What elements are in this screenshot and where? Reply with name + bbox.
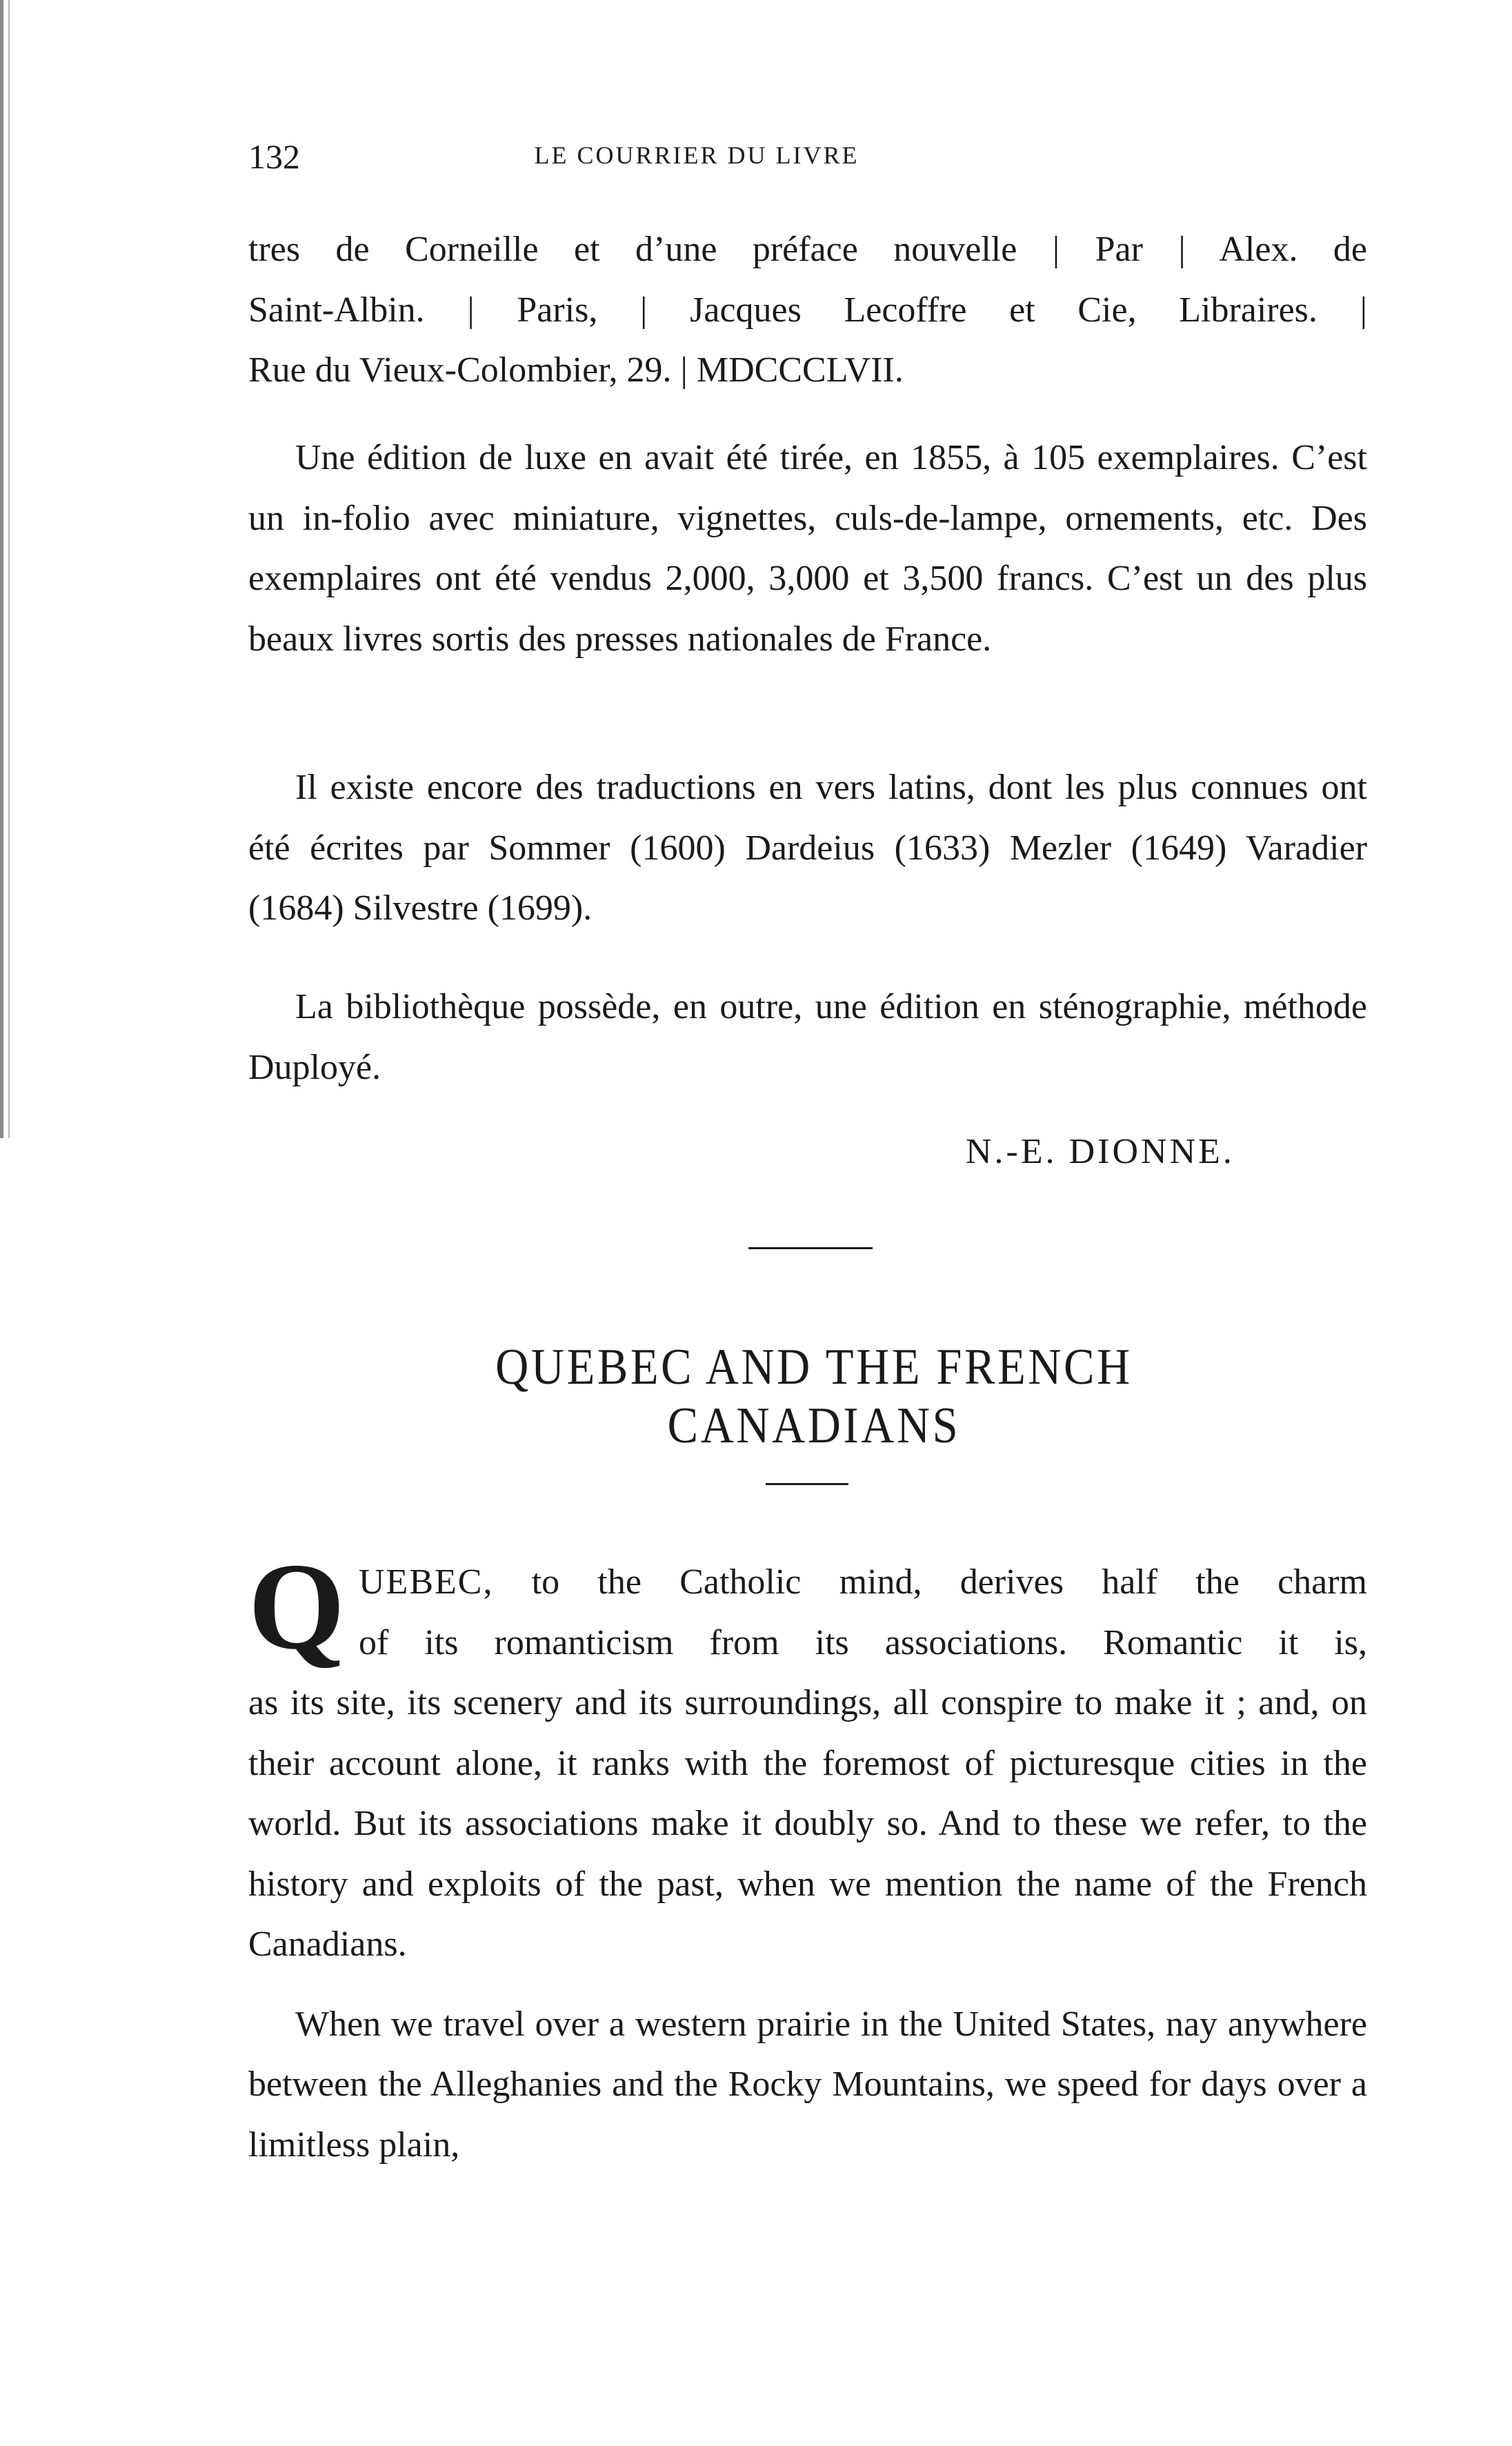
running-head: LE COURRIER DU LIVRE xyxy=(534,141,859,169)
citation-line: tres de Corneille et d’une préface nouvelle | Par | Alex. de xyxy=(248,230,1367,269)
lead-line-1 xyxy=(359,1552,1367,1613)
citation-block xyxy=(248,219,1367,401)
section-divider-bottom xyxy=(766,1483,848,1485)
scan-edge xyxy=(0,0,18,1138)
paragraph-text: La bibliothèque possède, en outre, une édition en sténographie, méthode Duployé. xyxy=(248,987,1367,1087)
paragraph-text: When we travel over a western prairie in the United States, nay anywhere between the Alleghanies and the Rocky Mountains, we speed for days over a limitless plain, xyxy=(248,2004,1367,2165)
citation-line: Saint-Albin. | Paris, | Jacques Lecoffre et Cie, Libraires. | xyxy=(248,290,1367,330)
section-title: QUEBEC AND THE FRENCH CANADIANS xyxy=(495,1339,1133,1454)
lead-line-2: of its romanticism from its associations. Romantic it is, xyxy=(359,1622,1367,1662)
paragraph-text: Il existe encore des traductions en vers latins, dont les plus connues ont été écrites par Sommer (1600) Dardeius (1633) Mezler (1649) Varadier (1684) Silvestre (1699). xyxy=(248,768,1367,928)
author-signature: N.-E. DIONNE. xyxy=(966,1132,1235,1171)
section-divider-top xyxy=(748,1247,873,1249)
lead-rest-1: to the Catholic mind, derives half the charm xyxy=(531,1562,1368,1602)
paragraph-text: Une édition de luxe en avait été tirée, en 1855, à 105 exemplaires. C’est un in-folio avec miniature, vignettes, culs-de-lampe, ornements, etc. Des exemplaires ont été vendus 2,000, 3,000 et 3,500 francs. C’est un des plus beaux livres sortis des presses nationales de France. xyxy=(248,438,1367,659)
citation-line: Rue du Vieux-Colombier, 29. | MDCCCLVII. xyxy=(248,350,904,390)
section-body xyxy=(248,1673,1367,2175)
drop-cap: Q xyxy=(248,1538,346,1675)
paragraph-translations xyxy=(248,757,1367,939)
paragraph-text: as its site, its scenery and its surroundings, all conspire to make it ; and, on their account alone, it ranks with the foremost of picturesque cities in the world. But its associations make it doubly so. And to these we refer, to the history and exploits of the past, when we mention the name of the French Canadians. xyxy=(248,1683,1367,1964)
paragraph-stenography xyxy=(248,977,1367,1097)
lead-caps: UEBEC, xyxy=(359,1562,494,1602)
page-number: 132 xyxy=(248,137,300,176)
lead-lines xyxy=(359,1552,1367,1673)
paragraph-luxury-edition xyxy=(248,428,1367,669)
